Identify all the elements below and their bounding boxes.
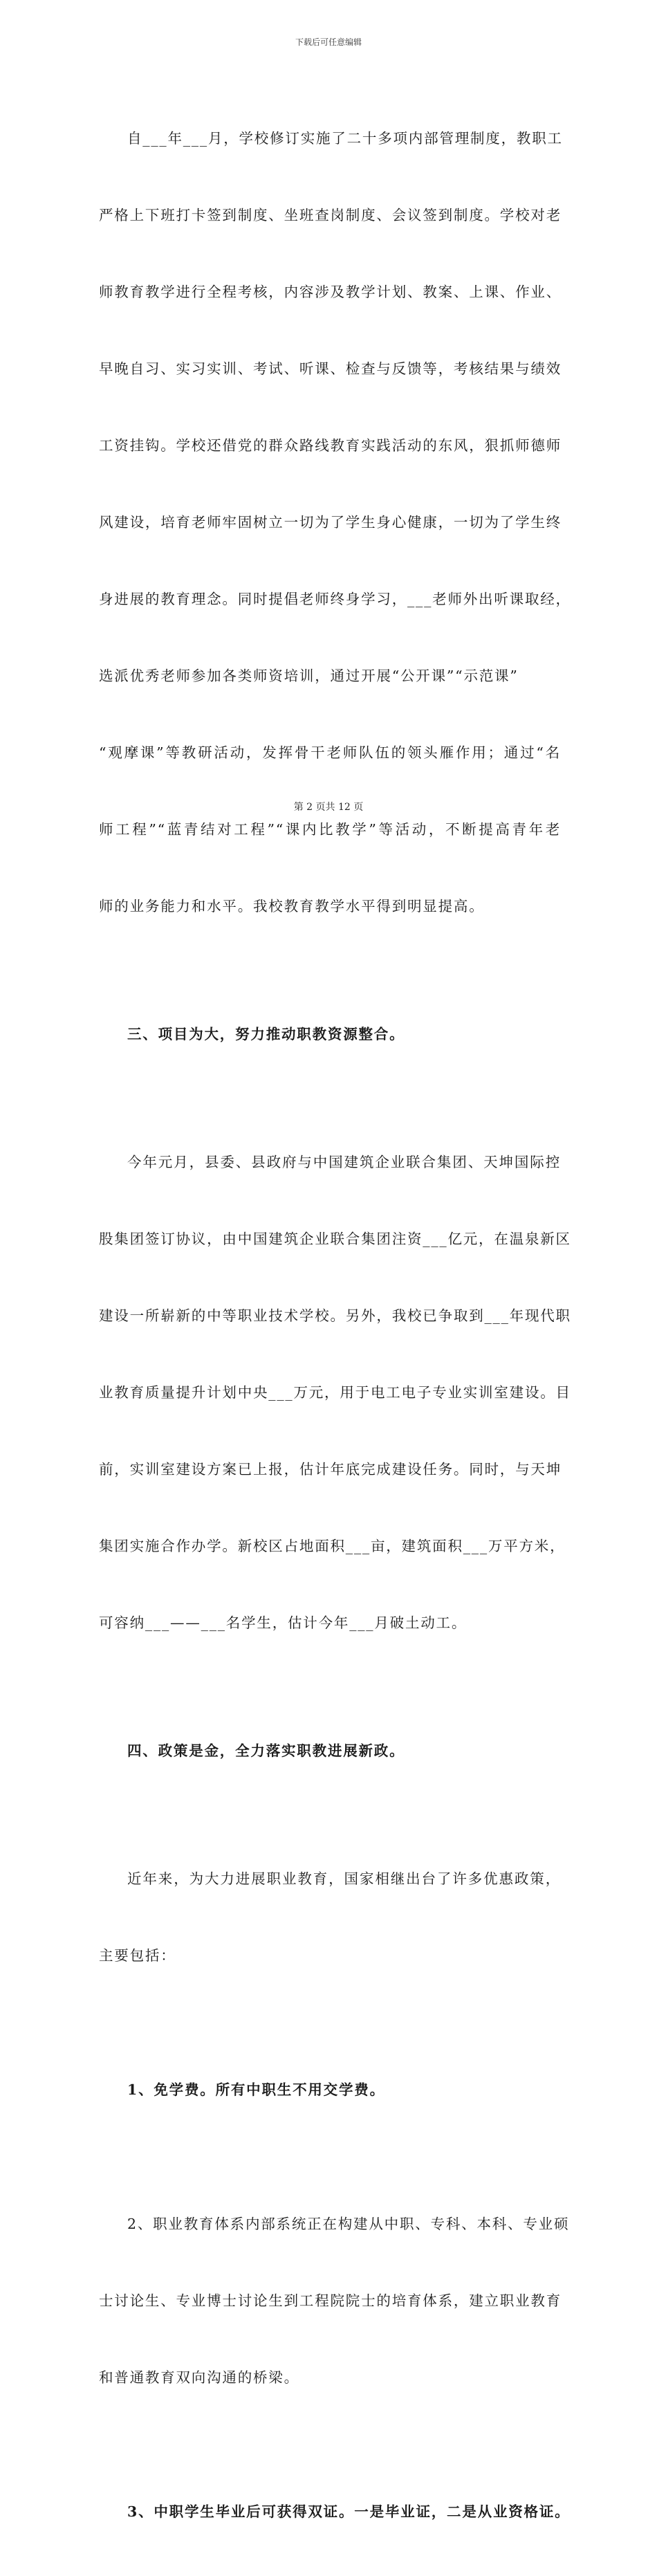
text-line: “观摩课”等教研活动，发挥骨干老师队伍的领头雁作用；通过“名 bbox=[99, 744, 561, 761]
text-line: 1、免学费。所有中职生不用交学费。 bbox=[127, 2081, 385, 2098]
document-body bbox=[99, 75, 571, 2576]
text-line: 早晚自习、实习实训、考试、听课、检查与反馈等，考核结果与绩效 bbox=[99, 360, 562, 377]
text-line: 自___年___月，学校修订实施了二十多项内部管理制度，教职工 bbox=[127, 130, 563, 147]
text-line: 前，实训室建设方案已上报，估计年底完成建设任务。同时，与天坤 bbox=[99, 1461, 562, 1478]
section-heading-4 bbox=[99, 1687, 561, 1815]
text-line: 业教育质量提升计划中央___万元，用于电工电子专业实训室建设。目 bbox=[99, 1384, 571, 1401]
text-line: 近年来，为大力进展职业教育，国家相继出台了许多优惠政策， bbox=[127, 1870, 561, 1887]
paragraph-management-system bbox=[99, 75, 571, 970]
text-line: 严格上下班打卡签到制度、坐班查岗制度、会议签到制度。学校对老 bbox=[99, 207, 562, 223]
page-footer: 第 2 页共 12 页 bbox=[293, 802, 364, 813]
policy-item-2 bbox=[99, 2160, 570, 2442]
paragraph-project bbox=[99, 1098, 571, 1687]
text-line: 士讨论生、专业博士讨论生到工程院院士的培育体系，建立职业教育 bbox=[99, 2292, 562, 2309]
heading-text: 四、政策是金，全力落实职教进展新政。 bbox=[127, 1742, 405, 1759]
text-line: 今年元月，县委、县政府与中国建筑企业联合集团、天坤国际控 bbox=[127, 1154, 561, 1170]
text-line: 股集团签订协议，由中国建筑企业联合集团注资___亿元，在温泉新区 bbox=[99, 1231, 571, 1247]
text-line: 师教育教学进行全程考核，内容涉及教学计划、教案、上课、作业、 bbox=[99, 284, 562, 300]
text-line: 师工程”“蓝青结对工程”“课内比教学”等活动，不断提高青年老 bbox=[99, 821, 561, 838]
text-line: 主要包括： bbox=[99, 1947, 176, 1964]
text-line: 可容纳___——___名学生，估计今年___月破土动工。 bbox=[99, 1614, 468, 1631]
text-line: 选派优秀老师参加各类师资培训，通过开展“公开课”“示范课” bbox=[99, 668, 519, 684]
text-line: 集团实施合作办学。新校区占地面积___亩，建筑面积___万平方米， bbox=[99, 1538, 566, 1554]
text-line: 建设一所崭新的中等职业技术学校。另外，我校已争取到___年现代职 bbox=[99, 1307, 571, 1324]
text-line: 身进展的教育理念。同时提倡老师终身学习，___老师外出听课取经， bbox=[99, 591, 571, 607]
text-line: 师的业务能力和水平。我校教育教学水平得到明显提高。 bbox=[99, 898, 485, 914]
paragraph-policies-intro bbox=[99, 1815, 561, 2020]
section-heading-3 bbox=[99, 970, 561, 1098]
text-line: 风建设，培育老师牢固树立一切为了学生身心健康，一切为了学生终 bbox=[99, 514, 562, 531]
policy-item-1 bbox=[99, 2026, 561, 2154]
text-line: 工资挂钩。学校还借党的群众路线教育实践活动的东风，狠抓师德师 bbox=[99, 437, 562, 454]
text-line: 和普通教育双向沟通的桥梁。 bbox=[99, 2369, 299, 2386]
page-header: 下载后可任意编辑 bbox=[295, 37, 362, 47]
text-line: 2、职业教育体系内部系统正在构建从中职、专科、本科、专业硕 bbox=[127, 2216, 570, 2232]
policy-item-3 bbox=[99, 2448, 571, 2576]
text-line: 3、中职学生毕业后可获得双证。一是毕业证，二是从业资格证。 bbox=[127, 2503, 571, 2520]
heading-text: 三、项目为大，努力推动职教资源整合。 bbox=[127, 1026, 405, 1042]
